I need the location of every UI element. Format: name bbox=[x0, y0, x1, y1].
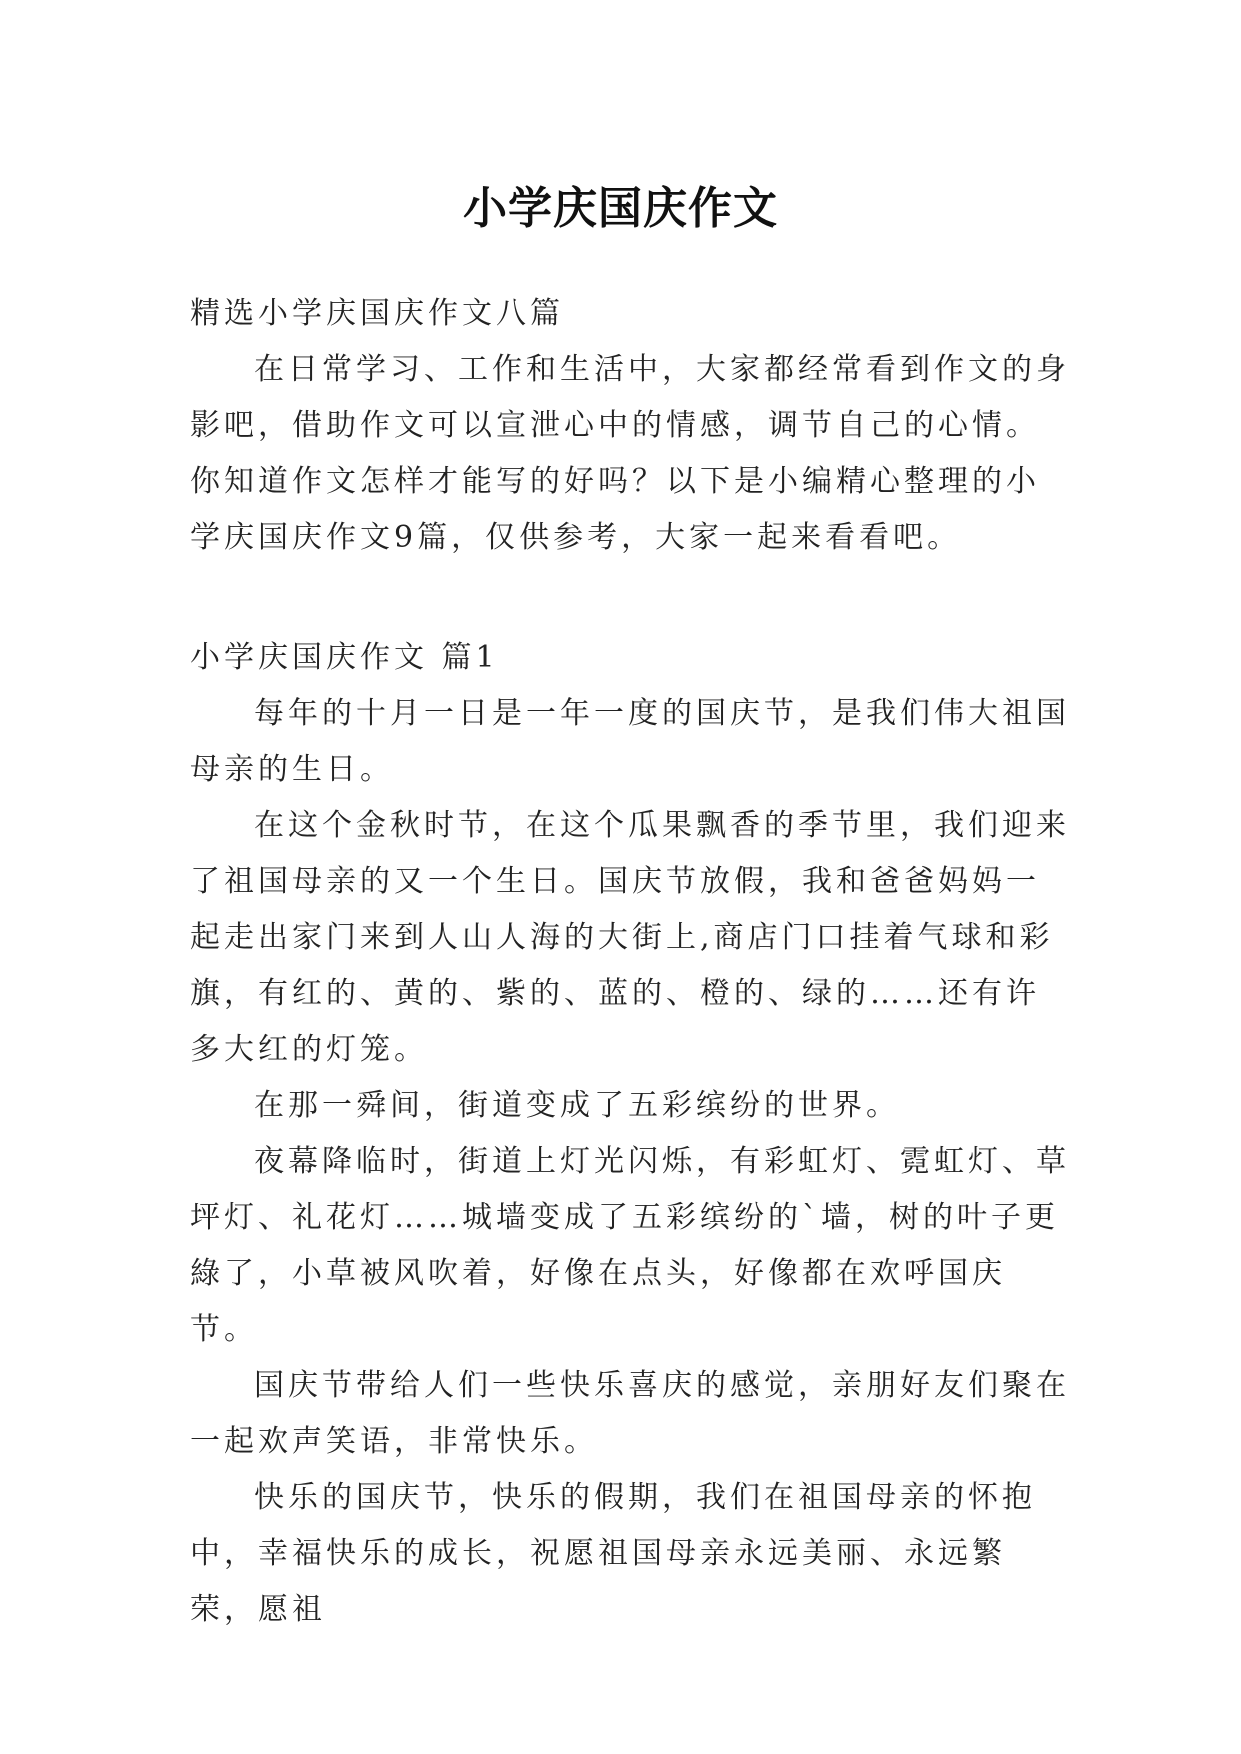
body-paragraph: 在这个金秋时节，在这个瓜果飘香的季节里，我们迎来了祖国母亲的又一个生日。国庆节放假，我和爸爸妈妈一起走出家门来到人山人海的大街上,商店门口挂着气球和彩旗，有红的、黄的、紫的、蓝的、橙的、绿的……还有许多大红的灯笼。 bbox=[190, 808, 1070, 1067]
body-paragraph: 快乐的国庆节，快乐的假期，我们在祖国母亲的怀抱中，幸福快乐的成长，祝愿祖国母亲永远美丽、永远繁荣，愿祖 bbox=[190, 1480, 1036, 1627]
body-paragraph: 在那一舜间，街道变成了五彩缤纷的世界。 bbox=[254, 1088, 900, 1123]
document-body bbox=[190, 286, 1070, 1638]
section-heading: 小学庆国庆作文 篇1 bbox=[190, 640, 499, 675]
body-paragraph: 每年的十月一日是一年一度的国庆节，是我们伟大祖国母亲的生日。 bbox=[190, 696, 1070, 787]
intro-heading: 精选小学庆国庆作文八篇 bbox=[190, 296, 564, 331]
document-title: 小学庆国庆作文 bbox=[463, 183, 778, 235]
section-spacer bbox=[190, 566, 1070, 630]
intro-paragraph: 在日常学习、工作和生活中，大家都经常看到作文的身影吧，借助作文可以宣泄心中的情感，调节自己的心情。你知道作文怎样才能写的好吗？以下是小编精心整理的小学庆国庆作文9篇，仅供参考，大家一起来看看吧。 bbox=[190, 352, 1070, 555]
body-paragraph: 国庆节带给人们一些快乐喜庆的感觉，亲朋好友们聚在一起欢声笑语，非常快乐。 bbox=[190, 1368, 1070, 1459]
body-paragraph: 夜幕降临时，街道上灯光闪烁，有彩虹灯、霓虹灯、草坪灯、礼花灯……城墙变成了五彩缤纷的`墙，树的叶子更綠了，小草被风吹着，好像在点头，好像都在欢呼国庆节。 bbox=[190, 1144, 1070, 1347]
